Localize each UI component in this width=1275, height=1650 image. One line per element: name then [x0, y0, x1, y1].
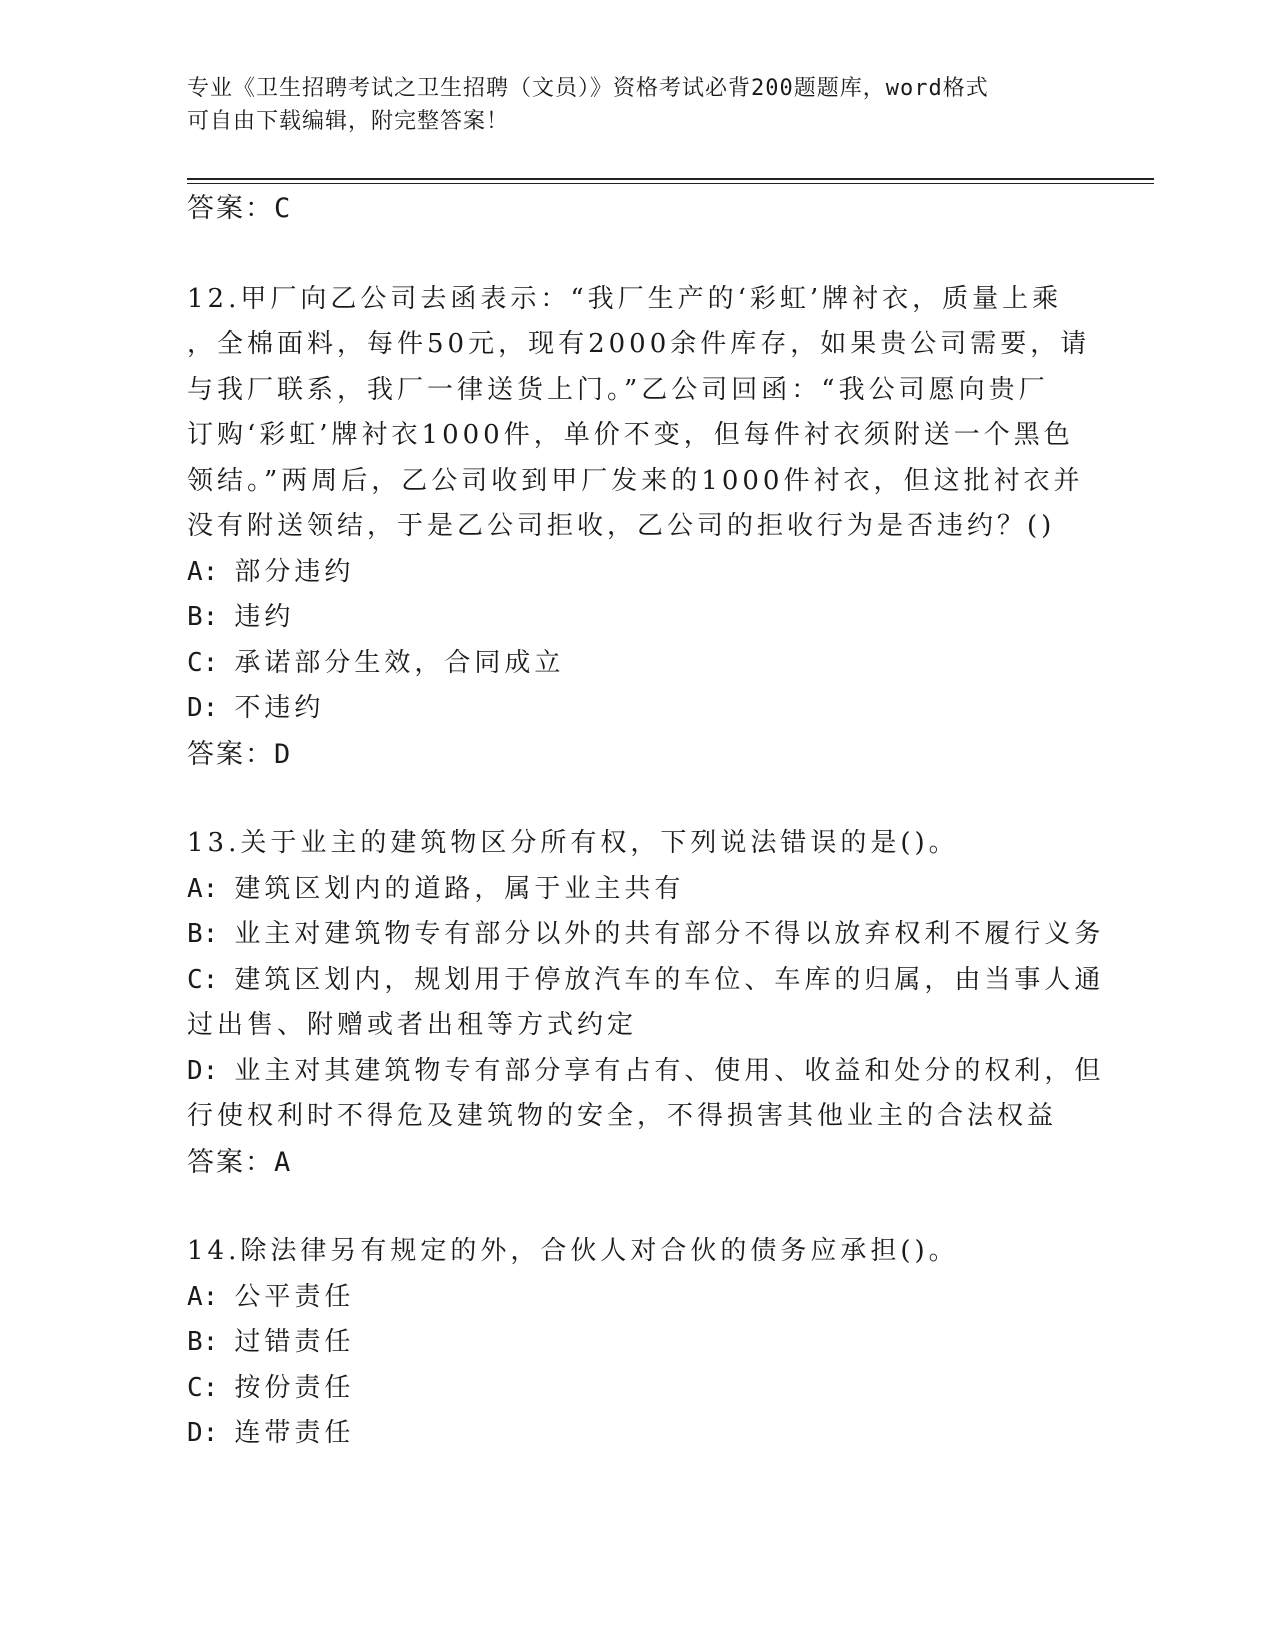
question-12-line-2: ，全棉面料，每件50元，现有2000余件库存，如果贵公司需要，请 — [187, 329, 1091, 359]
question-13-option-c: C: 建筑区划内，规划用于停放汽车的车位、车库的归属，由当事人通 — [187, 964, 1105, 995]
question-12-line-3: 与我厂联系，我厂一律送货上门。”乙公司回函：“我公司愿向贵厂 — [187, 374, 1049, 405]
document-body — [187, 186, 1105, 1457]
spacer — [187, 777, 1067, 821]
question-14-option-a: A: 公平责任 — [187, 1281, 355, 1312]
question-12-option-a: A: 部分违约 — [187, 556, 355, 587]
spacer — [187, 232, 1067, 277]
header-line-1: 专业《卫生招聘考试之卫生招聘（文员）》资格考试必背200题题库，word格式 — [187, 76, 989, 101]
question-12-line-6: 没有附送领结，于是乙公司拒收，乙公司的拒收行为是否违约？() — [187, 511, 1056, 541]
question-12-answer: 答案：D — [187, 738, 293, 770]
question-13-option-c-continued: 过出售、附赠或者出租等方式约定 — [187, 1010, 638, 1040]
question-13 — [187, 821, 1105, 1185]
question-14-option-b: B: 过错责任 — [187, 1327, 355, 1357]
question-12-line-5: 领结。”两周后，乙公司收到甲厂发来的1000件衬衣，但这批衬衣并 — [187, 465, 1084, 496]
question-12 — [187, 277, 1091, 778]
question-13-option-a: A: 建筑区划内的道路，属于业主共有 — [187, 873, 685, 904]
header-line-2: 可自由下载编辑，附完整答案！ — [187, 109, 510, 134]
question-12-option-b: B: 违约 — [187, 602, 295, 632]
question-14-text: 14.除法律另有规定的外，合伙人对合伙的债务应承担()。 — [187, 1236, 959, 1266]
question-12-line-4: 订购‘彩虹’牌衬衣1000件，单价不变，但每件衬衣须附送一个黑色 — [187, 420, 1074, 450]
question-14 — [187, 1229, 1067, 1457]
question-14-option-d: D: 连带责任 — [187, 1418, 355, 1448]
question-13-option-b: B: 业主对建筑物专有部分以外的共有部分不得以放弃权利不履行义务 — [187, 919, 1105, 949]
question-12-option-c: C: 承诺部分生效，合同成立 — [187, 647, 565, 678]
question-13-option-d-continued: 行使权利时不得危及建筑物的安全，不得损害其他业主的合法权益 — [187, 1101, 1058, 1131]
header-rule-thick — [187, 178, 1154, 180]
previous-answer: 答案：C — [187, 193, 293, 224]
page-header — [187, 72, 1087, 138]
question-12-line-1: 12.甲厂向乙公司去函表示：“我厂生产的‘彩虹’牌衬衣，质量上乘 — [187, 283, 1063, 314]
header-rule-thin — [187, 183, 1154, 184]
question-12-option-d: D: 不违约 — [187, 693, 325, 723]
question-14-option-c: C: 按份责任 — [187, 1372, 355, 1403]
spacer — [187, 1185, 1067, 1229]
question-13-answer: 答案：A — [187, 1146, 293, 1178]
question-13-text: 13.关于业主的建筑物区分所有权，下列说法错误的是()。 — [187, 828, 959, 858]
question-13-option-d: D: 业主对其建筑物专有部分享有占有、使用、收益和处分的权利，但 — [187, 1055, 1105, 1086]
